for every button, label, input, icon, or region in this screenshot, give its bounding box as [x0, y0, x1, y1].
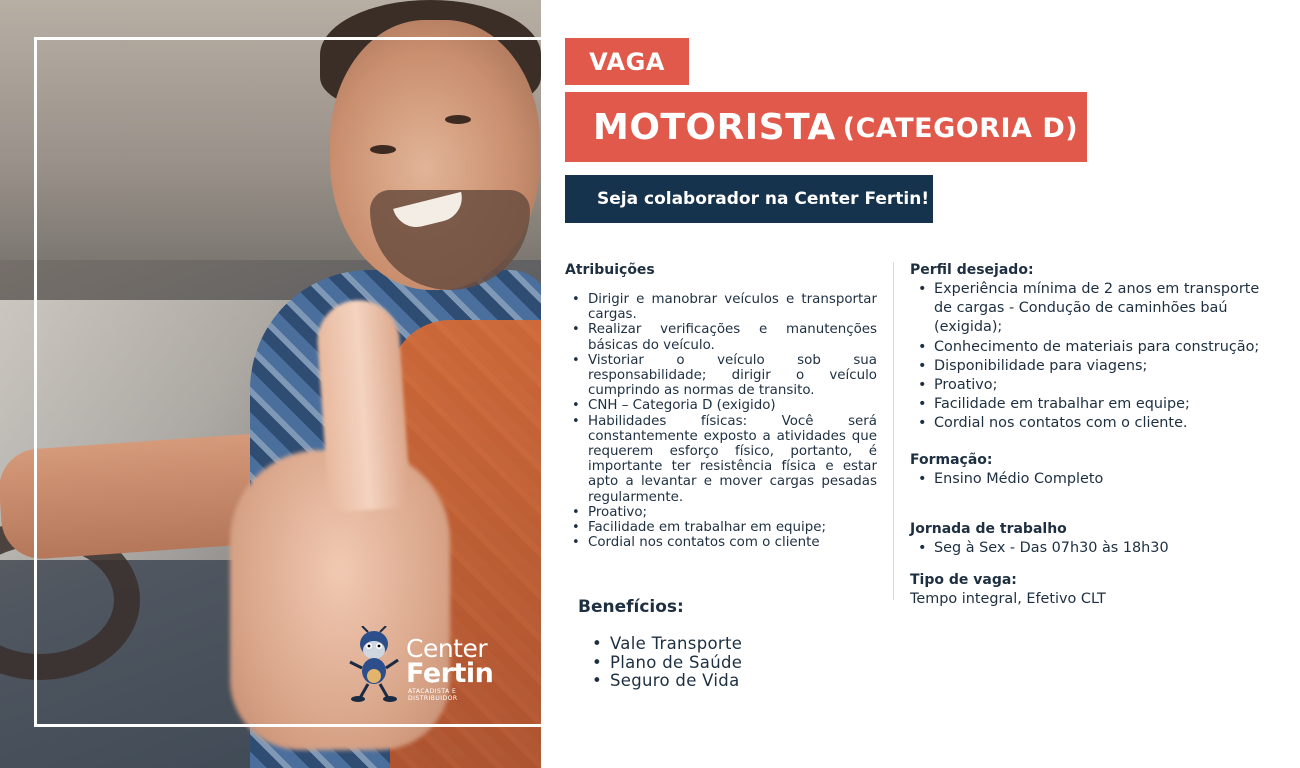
list-item: • Habilidades físicas: Você será constantemente exposto a atividades que requerem esforço físico, portanto, é importante ter resistência física e estar apto a levantar e mover cargas pesadas regularmente. [565, 414, 877, 505]
perfil-list [910, 280, 1270, 434]
job-title: MOTORISTA [593, 106, 836, 148]
jornada-heading: Jornada de trabalho [910, 521, 1067, 537]
beneficios-heading: Benefícios: [578, 597, 684, 617]
list-item: • Cordial nos contatos com o cliente [565, 535, 877, 550]
ant-mascot-icon [344, 626, 404, 702]
list-item: • Disponibilidade para viagens; [910, 357, 1270, 376]
formacao-section [910, 452, 1270, 489]
job-category: (CATEGORIA D) [842, 113, 1079, 144]
list-item: • Dirigir e manobrar veículos e transportar cargas. [565, 292, 877, 322]
jornada-section [910, 521, 1270, 558]
list-item: • Proativo; [565, 505, 877, 520]
list-item: • Proativo; [910, 376, 1270, 395]
vaga-tag: VAGA [565, 38, 689, 85]
requirements-column [910, 262, 1270, 607]
list-item: • Vale Transporte [578, 635, 878, 654]
perfil-section [910, 262, 1270, 434]
atribuicoes-heading: Atribuições [565, 262, 655, 278]
formacao-heading: Formação: [910, 452, 993, 468]
logo-text-fertin: Fertin [406, 658, 494, 689]
photo-frame [34, 37, 541, 727]
jornada-list [910, 539, 1270, 558]
beneficios-section [578, 597, 878, 691]
list-item: • Facilidade em trabalhar em equipe; [565, 520, 877, 535]
list-item: • Vistoriar o veículo sob sua responsabilidade; dirigir o veículo cumprindo as normas de transito. [565, 353, 877, 399]
atribuicoes-list [565, 292, 877, 550]
tipo-text: Tempo integral, Efetivo CLT [910, 591, 1106, 607]
formacao-list [910, 470, 1270, 489]
logo-tagline: ATACADISTA E DISTRIBUIDOR [408, 688, 458, 702]
tipo-section [910, 572, 1270, 609]
logo-text-center: Center [406, 634, 488, 663]
list-item: • Seg à Sex - Das 07h30 às 18h30 [910, 539, 1270, 558]
list-item: • Facilidade em trabalhar em equipe; [910, 395, 1270, 414]
list-item: • Plano de Saúde [578, 654, 878, 673]
list-item: • Conhecimento de materiais para construção; [910, 338, 1270, 357]
beneficios-list [578, 635, 878, 691]
column-divider [893, 262, 894, 600]
list-item: • Seguro de Vida [578, 672, 878, 691]
subtitle-banner: Seja colaborador na Center Fertin! [565, 175, 933, 223]
tipo-heading: Tipo de vaga: [910, 572, 1017, 588]
list-item: • Realizar verificações e manutenções básicas do veículo. [565, 322, 877, 352]
list-item: • Experiência mínima de 2 anos em transporte de cargas - Condução de caminhões baú (exigida); [910, 280, 1270, 338]
list-item: • CNH – Categoria D (exigido) [565, 398, 877, 413]
driver-photo [0, 0, 541, 768]
center-fertin-logo [344, 626, 504, 706]
atribuicoes-section [565, 262, 877, 550]
list-item: • Cordial nos contatos com o cliente. [910, 414, 1270, 433]
job-title-banner [565, 92, 1087, 162]
list-item: • Ensino Médio Completo [910, 470, 1270, 489]
perfil-heading: Perfil desejado: [910, 262, 1034, 278]
